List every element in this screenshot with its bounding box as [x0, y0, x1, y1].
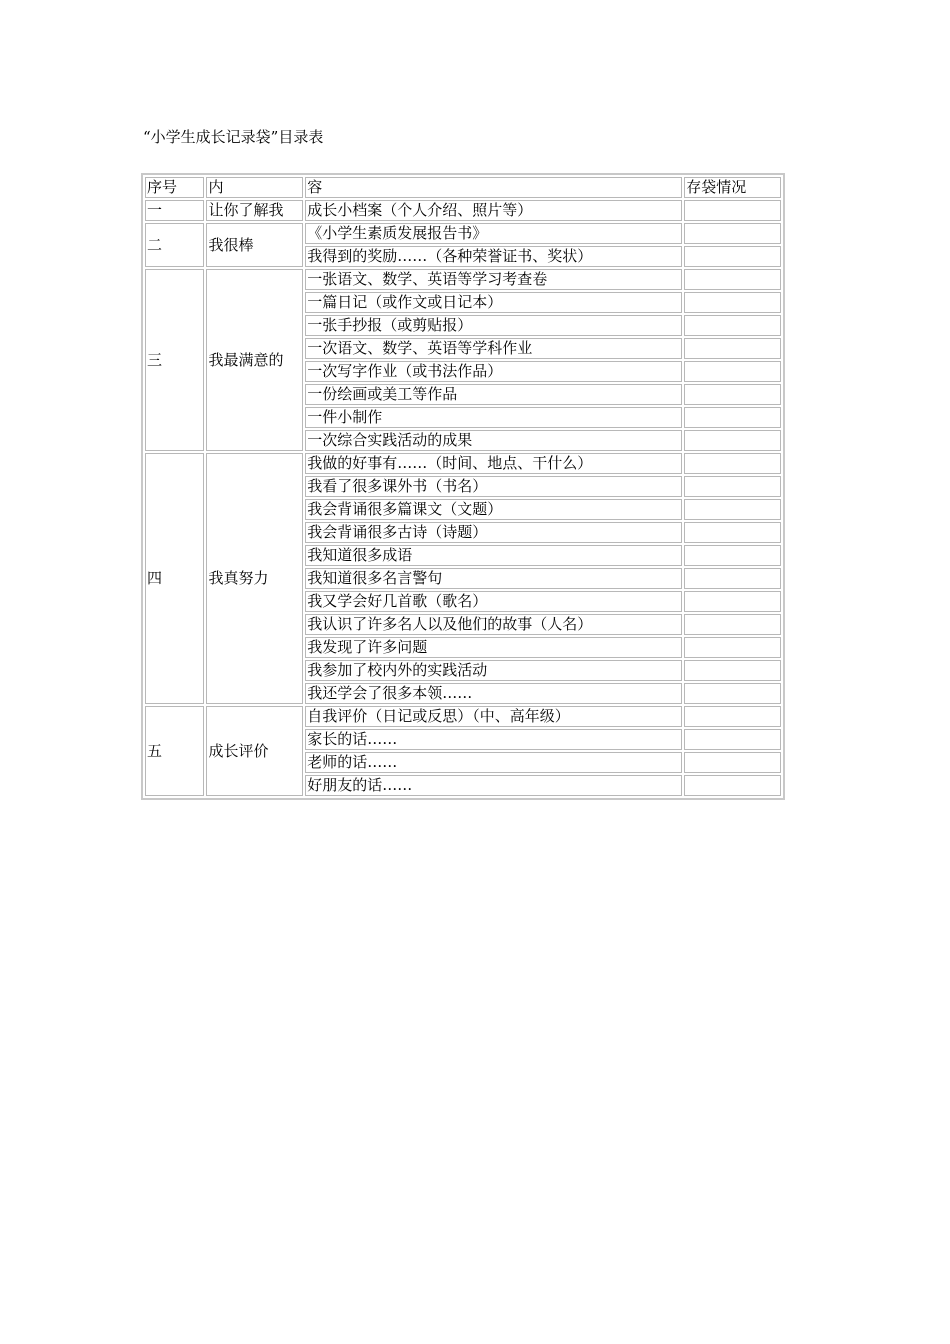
status-cell — [684, 384, 781, 405]
item-cell: 一件小制作 — [305, 407, 682, 428]
item-cell: 一次写字作业（或书法作品） — [305, 361, 682, 382]
item-cell: 我参加了校内外的实践活动 — [305, 660, 682, 681]
item-cell: 一次综合实践活动的成果 — [305, 430, 682, 451]
status-cell — [684, 499, 781, 520]
item-cell: 一份绘画或美工等作品 — [305, 384, 682, 405]
status-cell — [684, 752, 781, 773]
table-row — [145, 200, 781, 221]
item-cell: 我知道很多成语 — [305, 545, 682, 566]
item-cell: 一张语文、数学、英语等学习考查卷 — [305, 269, 682, 290]
item-cell: 一次语文、数学、英语等学科作业 — [305, 338, 682, 359]
item-cell: 我知道很多名言警句 — [305, 568, 682, 589]
section-category: 成长评价 — [206, 706, 303, 796]
header-no: 序号 — [145, 177, 204, 198]
table-row — [145, 223, 781, 244]
section-category: 我真努力 — [206, 453, 303, 704]
status-cell — [684, 407, 781, 428]
section-number: 三 — [145, 269, 204, 451]
item-cell: 我认识了许多名人以及他们的故事（人名） — [305, 614, 682, 635]
document-title: “小学生成长记录袋”目录表 — [143, 128, 324, 146]
item-cell: 我又学会好几首歌（歌名） — [305, 591, 682, 612]
status-cell — [684, 476, 781, 497]
status-cell — [684, 591, 781, 612]
status-cell — [684, 292, 781, 313]
section-category: 我很棒 — [206, 223, 303, 267]
section-number: 四 — [145, 453, 204, 704]
header-content-right: 容 — [305, 177, 682, 198]
item-cell: 我还学会了很多本领…… — [305, 683, 682, 704]
table-row — [145, 269, 781, 290]
status-cell — [684, 660, 781, 681]
contents-table — [141, 173, 785, 800]
item-cell: 我看了很多课外书（书名） — [305, 476, 682, 497]
item-cell: 成长小档案（个人介绍、照片等） — [305, 200, 682, 221]
item-cell: 一篇日记（或作文或日记本） — [305, 292, 682, 313]
item-cell: 我得到的奖励……（各种荣誉证书、奖状） — [305, 246, 682, 267]
status-cell — [684, 269, 781, 290]
status-cell — [684, 568, 781, 589]
section-number: 五 — [145, 706, 204, 796]
status-cell — [684, 223, 781, 244]
section-number: 一 — [145, 200, 204, 221]
status-cell — [684, 545, 781, 566]
status-cell — [684, 338, 781, 359]
status-cell — [684, 453, 781, 474]
section-category: 我最满意的 — [206, 269, 303, 451]
item-cell: 好朋友的话…… — [305, 775, 682, 796]
status-cell — [684, 200, 781, 221]
status-cell — [684, 361, 781, 382]
status-cell — [684, 315, 781, 336]
item-cell: 自我评价（日记或反思）（中、高年级） — [305, 706, 682, 727]
table-row — [145, 706, 781, 727]
section-number: 二 — [145, 223, 204, 267]
item-cell: 《小学生素质发展报告书》 — [305, 223, 682, 244]
section-category: 让你了解我 — [206, 200, 303, 221]
item-cell: 我发现了许多问题 — [305, 637, 682, 658]
status-cell — [684, 430, 781, 451]
item-cell: 家长的话…… — [305, 729, 682, 750]
status-cell — [684, 637, 781, 658]
header-status: 存袋情况 — [684, 177, 781, 198]
item-cell: 我做的好事有……（时间、地点、干什么） — [305, 453, 682, 474]
status-cell — [684, 729, 781, 750]
item-cell: 一张手抄报（或剪贴报） — [305, 315, 682, 336]
status-cell — [684, 246, 781, 267]
item-cell: 我会背诵很多篇课文（文题） — [305, 499, 682, 520]
status-cell — [684, 614, 781, 635]
item-cell: 老师的话…… — [305, 752, 682, 773]
table-row — [145, 453, 781, 474]
status-cell — [684, 775, 781, 796]
header-content-left: 内 — [206, 177, 303, 198]
status-cell — [684, 683, 781, 704]
status-cell — [684, 522, 781, 543]
item-cell: 我会背诵很多古诗（诗题） — [305, 522, 682, 543]
table-header-row — [145, 177, 781, 198]
status-cell — [684, 706, 781, 727]
